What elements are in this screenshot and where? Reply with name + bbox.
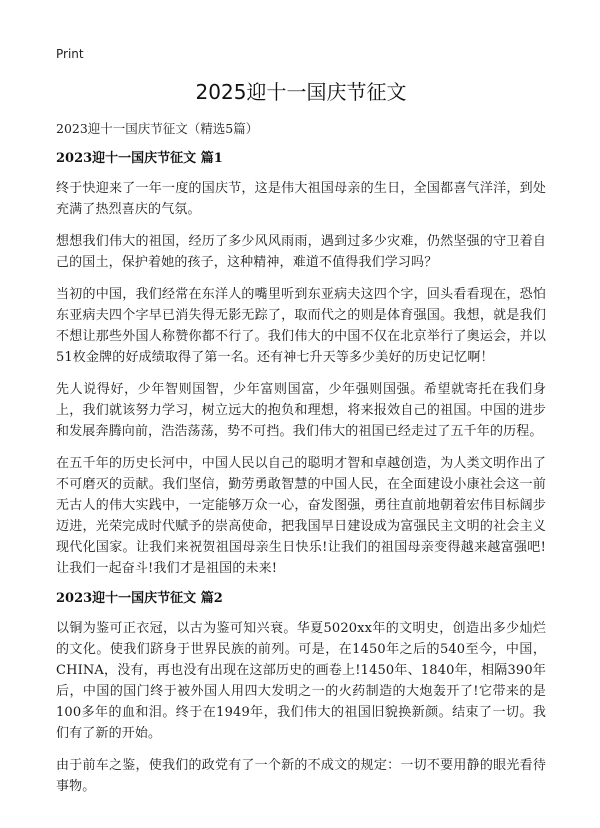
print-link[interactable]: Print <box>56 47 84 61</box>
section-heading: 2023迎十一国庆节征文 篇1 <box>56 151 223 166</box>
essay-section-1 <box>56 150 546 579</box>
essay-section-2 <box>56 590 546 797</box>
paragraph: 在五千年的历史长河中，中国人民以自己的聪明才智和卓越创造，为人类文明作出了不可磨灭的贡献。我们坚信，勤劳勇敢智慧的中国人民，在全面建设小康社会这一前无古人的伟大实践中，一定能够万众一心，奋发图强，勇往直前地朝着宏伟目标阔步迈进，光荣完成时代赋予的崇高使命，把我国早日建设成为富强民主文明的社会主义现代化国家。让我们来祝贺祖国母亲生日快乐!让我们的祖国母亲变得越来越富强吧!让我们一起奋斗!我们才是祖国的未来! <box>56 456 546 576</box>
paragraph: 当初的中国，我们经常在东洋人的嘴里听到东亚病夫这四个字，回头看看现在，恐怕东亚病夫四个字早已消失得无影无踪了，取而代之的则是体育强国。我想，就是我们不想让那些外国人称赞你都不行了。我们伟大的中国不仅在北京举行了奥运会，并以51枚金牌的好成绩取得了第一名。还有神七升天等多少美好的历史记忆啊！ <box>56 287 546 365</box>
paragraph: 想想我们伟大的祖国，经历了多少风风雨雨，遇到过多少灾难，仍然坚强的守卫着自己的国土，保护着她的孩子，这种精神，难道不值得我们学习吗？ <box>56 234 546 270</box>
document-content <box>56 150 546 808</box>
paragraph: 终于快迎来了一年一度的国庆节，这是伟大祖国母亲的生日，全国都喜气洋洋，到处充满了热烈喜庆的气氛。 <box>56 181 546 217</box>
section-heading: 2023迎十一国庆节征文 篇2 <box>56 591 223 606</box>
document-subtitle: 2023迎十一国庆节征文（精选5篇） <box>56 121 259 136</box>
paragraph: 先人说得好，少年智则国智，少年富则国富，少年强则国强。希望就寄托在我们身上，我们就该努力学习，树立远大的抱负和理想，将来报效自己的祖国。中国的进步和发展奔腾向前，浩浩荡荡，势不可挡。我们伟大的祖国已经走过了五千年的历程。 <box>56 382 546 439</box>
paragraph: 由于前车之鉴，使我们的政党有了一个新的不成文的规定：一切不要用静的眼光看待事物。 <box>56 758 546 794</box>
document-title: 2025迎十一国庆节征文 <box>195 80 407 104</box>
paragraph: 以铜为鉴可正衣冠，以古为鉴可知兴衰。华夏5020xx年的文明史，创造出多少灿烂的文化。使我们跻身于世界民族的前列。可是，在1450年之后的540至今，中国，CHINA，没有，再也没有出现在这部历史的画卷上!1450年、1840年，相隔390年后，中国的国门终于被外国人用四大发明之一的火药制造的大炮轰开了!它带来的是100多年的血和泪。终于在1949年，我们伟大的祖国旧貌换新颜。结束了一切。我们有了新的开始。 <box>56 621 546 741</box>
